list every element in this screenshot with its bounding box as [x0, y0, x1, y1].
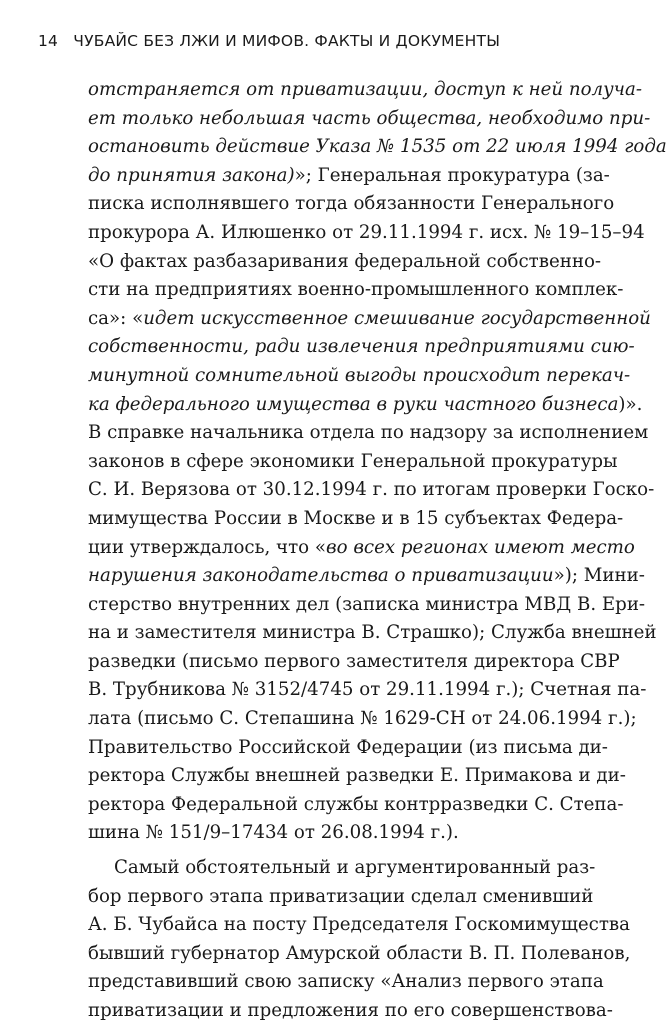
text-segment: »; Генеральная прокуратура (за- [294, 164, 610, 186]
text-line [88, 911, 631, 940]
text-line [88, 819, 562, 848]
text-line [88, 219, 645, 248]
italic-quote-segment: остановить действие Указа № 1535 от 22 июля 1994 года [88, 136, 667, 158]
text-line [88, 648, 620, 677]
text-segment: са»: « [88, 307, 144, 329]
text-line [88, 619, 657, 648]
text-line [88, 448, 618, 477]
text-line [88, 883, 594, 912]
text-segment: стерство внутренних дел (записка министра МВД В. Ери- [88, 593, 646, 615]
text-line [88, 705, 637, 734]
text-segment: В. Трубникова № 3152/4745 от 29.11.1994 г.); Счетная па- [88, 679, 647, 701]
text-segment: приватизации и предложения по его совершенствова- [88, 1000, 613, 1021]
text-line [88, 133, 667, 162]
text-segment: бор первого этапа приватизации сделал сменивший [88, 885, 594, 907]
text-line [88, 562, 645, 591]
text-segment: Самый обстоятельный и аргументированный раз- [114, 857, 596, 879]
text-line [88, 305, 651, 334]
text-segment: писка исполнявшего тогда обязанности Генерального [88, 193, 615, 215]
text-segment: ции утверждалось, что « [88, 536, 327, 558]
text-line [88, 854, 596, 883]
text-line [88, 162, 610, 191]
text-segment: лата (письмо С. Степашина № 1629-СН от 24.06.1994 г.); [88, 708, 637, 730]
text-line [88, 762, 626, 791]
text-segment: бывший губернатор Амурской области В. П. Полеванов, [88, 942, 631, 964]
text-segment: А. Б. Чубайса на посту Председателя Госкомимущества [88, 914, 631, 936]
italic-quote-segment: собственности, ради извлечения предприятиями сию- [88, 336, 635, 358]
text-segment: представивший свою записку «Анализ первого этапа [88, 971, 604, 993]
italic-quote-segment: во всех регионах имеют место [326, 536, 635, 558]
text-segment: ректора Службы внешней разведки Е. Примакова и ди- [88, 765, 626, 787]
text-segment: »); Мини- [553, 565, 645, 587]
text-segment: В справке начальника отдела по надзору за исполнением [88, 422, 649, 444]
text-line [88, 105, 651, 134]
text-line [88, 276, 624, 305]
text-line [88, 940, 631, 969]
text-line [88, 190, 615, 219]
text-line [88, 362, 631, 391]
text-segment: законов в сфере экономики Генеральной прокуратуры [88, 450, 618, 472]
italic-quote-segment: отстраняется от приватизации, доступ к ней получа- [88, 79, 642, 100]
text-line [88, 248, 602, 277]
text-segment: разведки (письмо первого заместителя директора СВР [88, 650, 620, 672]
text-line [88, 333, 635, 362]
text-segment: на и заместителя министра В. Страшко); Служба внешней [88, 622, 657, 644]
page-number: 14 [38, 32, 59, 50]
text-segment: Правительство Российской Федерации (из письма ди- [88, 736, 608, 758]
text-segment: )». [618, 393, 643, 415]
text-line [88, 419, 649, 448]
text-segment: шина № 151/9–17434 от 26.08.1994 г.). [88, 822, 459, 844]
text-line [88, 968, 604, 997]
text-line [88, 997, 613, 1026]
italic-quote-segment: минутной сомнительной выгоды происходит перекач- [88, 364, 631, 386]
italic-quote-segment: до принятия закона) [88, 164, 295, 186]
text-line [88, 505, 624, 534]
italic-quote-segment: ка федерального имущества в руки частного бизнеса [88, 393, 619, 415]
text-segment: С. И. Верязова от 30.12.1994 г. по итогам проверки Госко- [88, 479, 655, 501]
text-line [88, 476, 655, 505]
text-line [88, 591, 646, 620]
text-line [88, 734, 608, 763]
italic-quote-segment: ет только небольшая часть общества, необходимо при- [88, 107, 651, 129]
text-line [88, 391, 643, 420]
text-line [88, 534, 635, 563]
text-line [88, 76, 642, 105]
italic-quote-segment: нарушения законодательства о приватизации [88, 565, 554, 587]
text-segment: мимущества России в Москве и в 15 субъектах Федера- [88, 507, 624, 529]
text-segment: сти на предприятиях военно-промышленного комплек- [88, 279, 624, 301]
running-header [38, 32, 500, 50]
text-line [88, 676, 647, 705]
text-line [88, 791, 624, 820]
text-segment: прокурора А. Илюшенко от 29.11.1994 г. исх. № 19–15–94 [88, 221, 645, 243]
running-title: ЧУБАЙС БЕЗ ЛЖИ И МИФОВ. ФАКТЫ И ДОКУМЕНТЫ [73, 32, 501, 50]
italic-quote-segment: идет искусственное смешивание государственной [143, 307, 651, 329]
text-segment: ректора Федеральной службы контрразведки С. Степа- [88, 793, 624, 815]
body-text [88, 76, 667, 1026]
text-segment: «О фактах разбазаривания федеральной собственно- [88, 250, 602, 272]
